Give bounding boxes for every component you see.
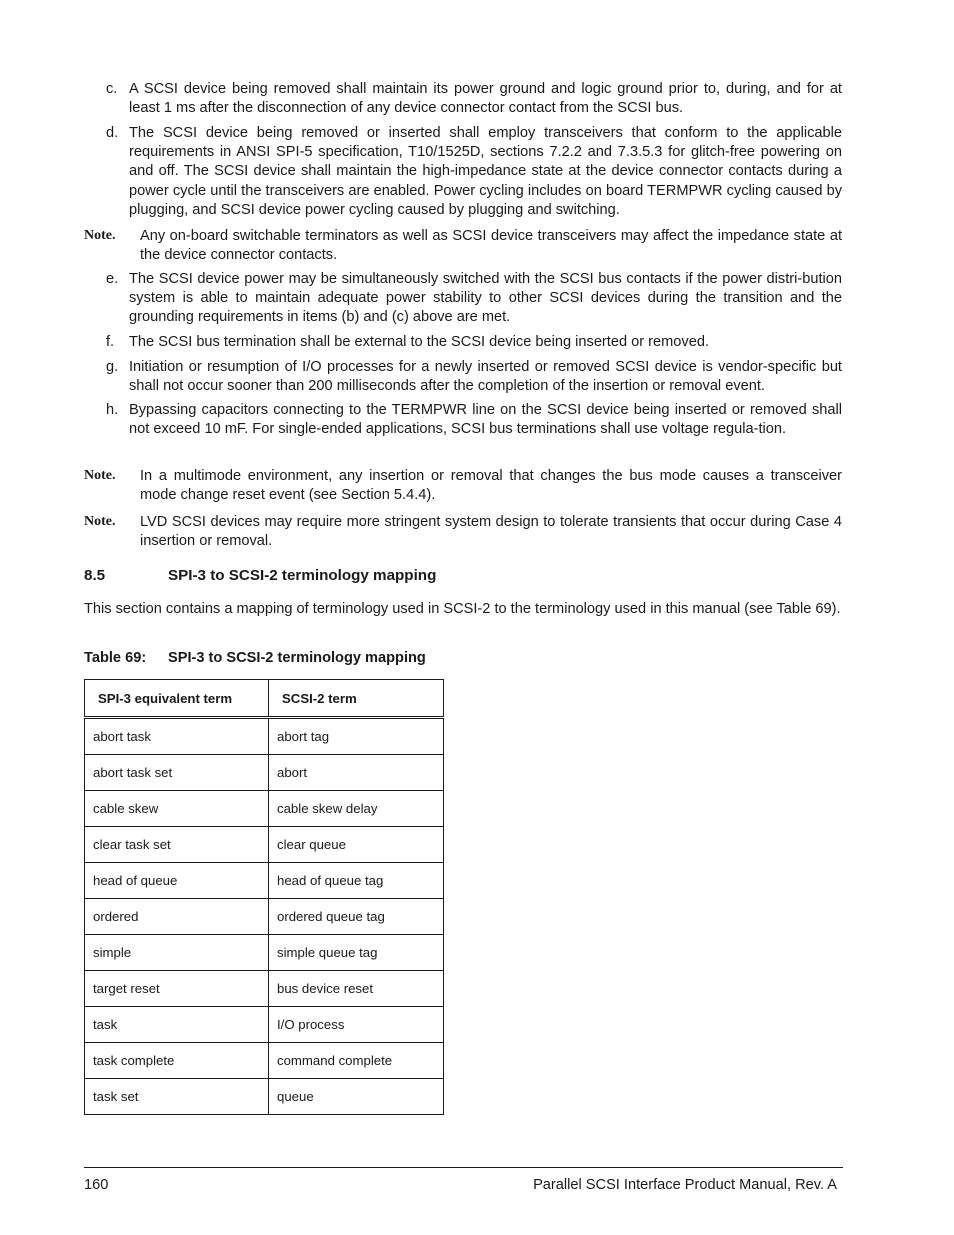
spi3-term-cell: ordered	[85, 899, 269, 935]
table-row	[85, 827, 444, 863]
list-item-e	[106, 270, 842, 328]
list-item-h	[106, 401, 842, 439]
note-text: LVD SCSI devices may require more stringent system design to tolerate transients that occur during Case 4 insertion or removal.	[140, 514, 842, 549]
list-item-c	[106, 80, 842, 118]
spi3-term-cell: head of queue	[85, 863, 269, 899]
column-header-spi3: SPI-3 equivalent term	[85, 680, 269, 718]
table-row	[85, 863, 444, 899]
spi3-term-cell: simple	[85, 935, 269, 971]
table-caption-number: Table 69:	[84, 650, 147, 666]
scsi2-term-cell: clear queue	[269, 827, 444, 863]
list-item-text: A SCSI device being removed shall maintain its power ground and logic ground prior to, during, and for at least 1 ms after the disconnection of any device connector contact from the SCSI bus.	[129, 81, 842, 117]
note-1	[84, 227, 842, 264]
scsi2-term-cell: simple queue tag	[269, 935, 444, 971]
note-2	[84, 467, 842, 504]
table-row	[85, 971, 444, 1007]
table-row	[85, 1007, 444, 1043]
list-item-text: Initiation or resumption of I/O processes for a newly inserted or removed SCSI device is vendor-specific but shall not occur sooner than 200 milliseconds after the completion of the insertion or removal event.	[129, 359, 842, 395]
table-row	[85, 718, 444, 755]
spi3-term-cell: task set	[85, 1079, 269, 1115]
table-row	[85, 899, 444, 935]
footer-document-title: Parallel SCSI Interface Product Manual, Rev. A	[533, 1177, 837, 1193]
list-item-label: c.	[106, 81, 118, 97]
note-text: In a multimode environment, any insertion or removal that changes the bus mode causes a transceiver mode change reset event (see Section 5.4.4).	[140, 468, 842, 503]
table-caption-title: SPI-3 to SCSI-2 terminology mapping	[168, 650, 426, 666]
footer-divider	[84, 1167, 843, 1168]
scsi2-term-cell: ordered queue tag	[269, 899, 444, 935]
scsi2-term-cell: queue	[269, 1079, 444, 1115]
table-row	[85, 791, 444, 827]
spi3-term-cell: clear task set	[85, 827, 269, 863]
spi3-term-cell: cable skew	[85, 791, 269, 827]
section-number: 8.5	[84, 567, 106, 584]
spi3-term-cell: abort task set	[85, 755, 269, 791]
page-number: 160	[84, 1177, 109, 1193]
scsi2-term-cell: command complete	[269, 1043, 444, 1079]
list-item-text: The SCSI device power may be simultaneously switched with the SCSI bus contacts if the power distri-bution system is able to maintain adequate power stability to other SCSI devices during the transition and the grounding requirements in items (b) and (c) above are met.	[129, 271, 842, 326]
list-item-label: e.	[106, 271, 119, 287]
list-item-text: Bypassing capacitors connecting to the TERMPWR line on the SCSI device being inserted or removed shall not exceed 10 mF. For single-ended applications, SCSI bus terminations shall use voltage regula-tion.	[129, 402, 842, 438]
table-row	[85, 1079, 444, 1115]
list-item-label: f.	[106, 334, 115, 350]
spi3-term-cell: task	[85, 1007, 269, 1043]
scsi2-term-cell: I/O process	[269, 1007, 444, 1043]
list-item-text: The SCSI bus termination shall be external to the SCSI device being inserted or removed.	[129, 334, 710, 350]
list-item-g	[106, 358, 842, 396]
list-item-d	[106, 124, 842, 220]
section-title: SPI-3 to SCSI-2 terminology mapping	[168, 567, 437, 584]
list-item-label: g.	[106, 359, 119, 375]
list-item-label: h.	[106, 402, 119, 418]
list-item-label: d.	[106, 125, 119, 141]
list-item-text: The SCSI device being removed or inserted shall employ transceivers that conform to the applicable requirements in ANSI SPI-5 specification, T10/1525D, sections 7.2.2 and 7.3.5.3 for glitch-free powering on and off. The SCSI device shall maintain the high-impedance state at the device connector contacts during a power cycle until the transceivers are enabled. Power cycling includes on board TERMPWR cycling caused by plugging, and SCSI device power cycling caused by plugging and switching.	[129, 125, 842, 218]
table-row	[85, 1043, 444, 1079]
list-item-f	[106, 333, 842, 352]
column-header-scsi2: SCSI-2 term	[269, 680, 444, 718]
note-text: Any on-board switchable terminators as well as SCSI device transceivers may affect the impedance state at the device connector contacts.	[140, 228, 842, 263]
note-label: Note.	[84, 514, 116, 529]
table-header-row	[85, 680, 444, 718]
scsi2-term-cell: cable skew delay	[269, 791, 444, 827]
terminology-table	[84, 679, 444, 1115]
table-row	[85, 935, 444, 971]
scsi2-term-cell: bus device reset	[269, 971, 444, 1007]
scsi2-term-cell: head of queue tag	[269, 863, 444, 899]
note-label: Note.	[84, 468, 116, 483]
scsi2-term-cell: abort	[269, 755, 444, 791]
spi3-term-cell: target reset	[85, 971, 269, 1007]
note-3	[84, 513, 842, 550]
section-intro: This section contains a mapping of terminology used in SCSI-2 to the terminology used in this manual (see Table 69).	[84, 601, 841, 617]
spi3-term-cell: task complete	[85, 1043, 269, 1079]
spi3-term-cell: abort task	[85, 718, 269, 755]
note-label: Note.	[84, 228, 116, 243]
scsi2-term-cell: abort tag	[269, 718, 444, 755]
table-row	[85, 755, 444, 791]
